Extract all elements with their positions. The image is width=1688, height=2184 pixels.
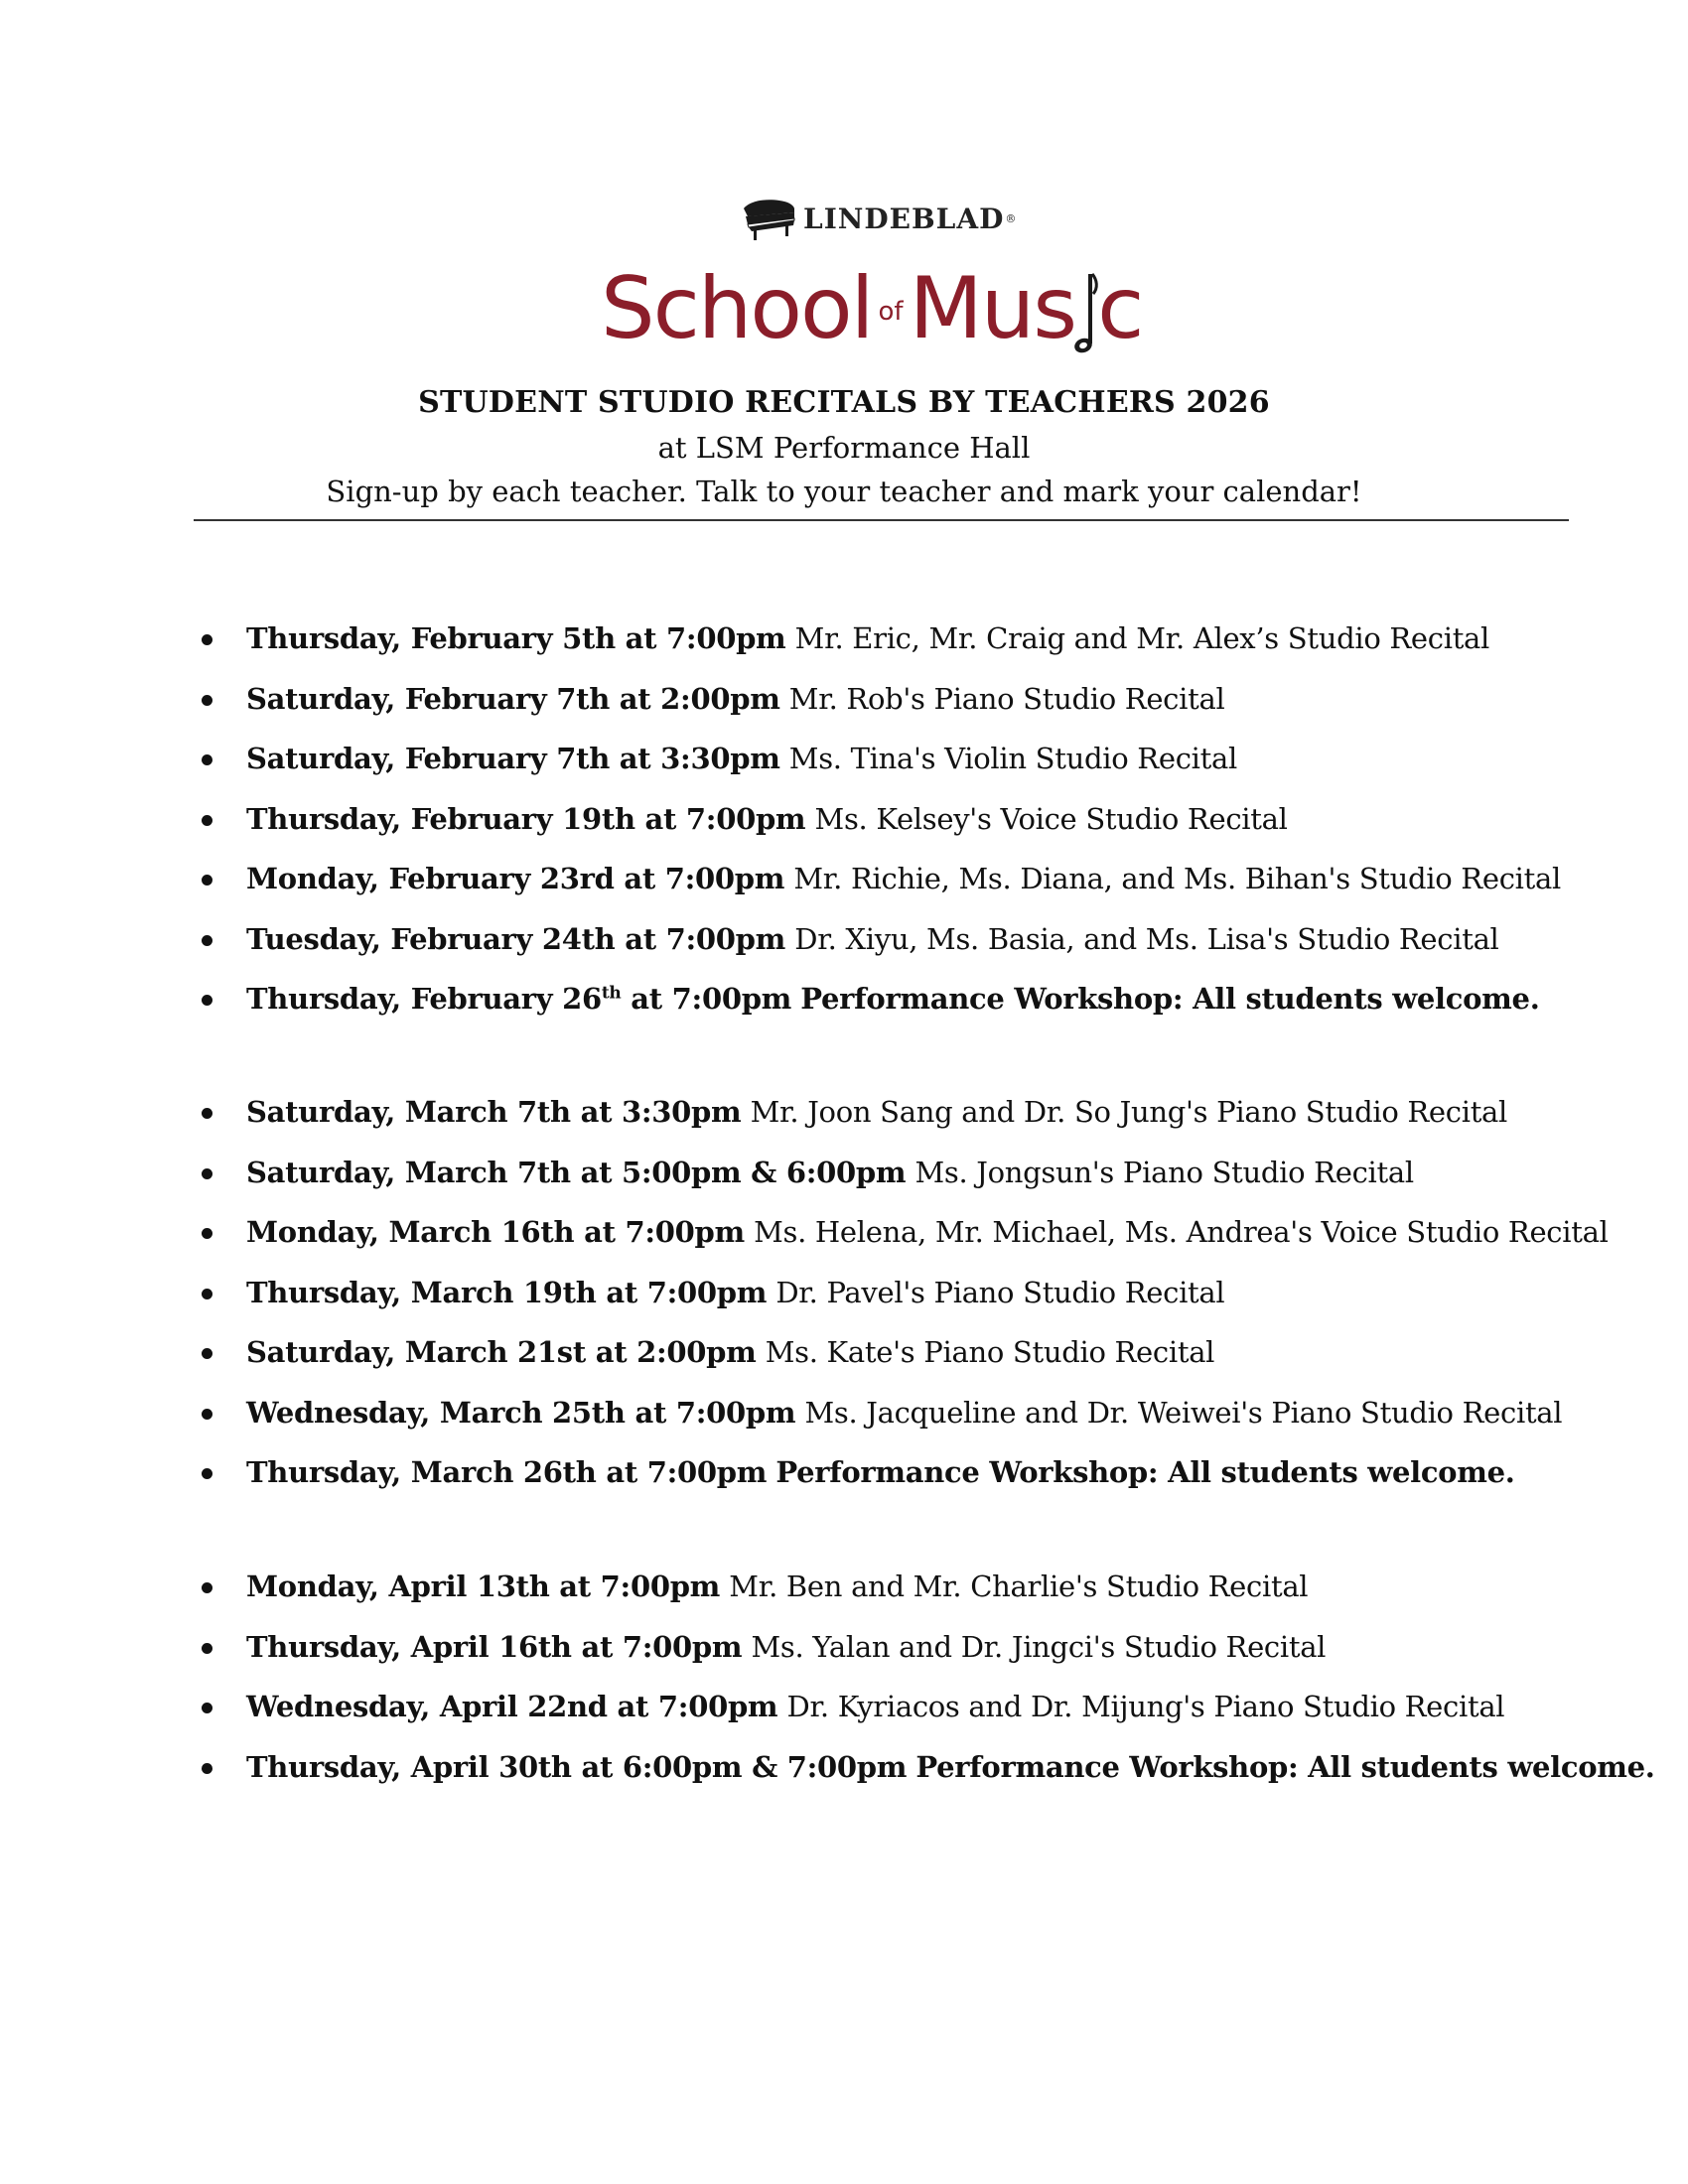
list-item: [0, 1087, 1688, 1137]
bullet-icon: [202, 1228, 212, 1239]
bullet-icon: [202, 754, 212, 765]
list-item: [0, 1742, 1688, 1792]
event-text: [246, 1087, 1507, 1137]
bullet-icon: [202, 695, 212, 706]
brand-name: LINDEBLAD: [803, 202, 1005, 235]
event-description: Ms. Tina's Violin Studio Recital: [788, 742, 1237, 775]
event-date-time: Thursday, March 26th at 7:00pm: [246, 1455, 768, 1489]
event-description: Ms. Helena, Mr. Michael, Ms. Andrea's Voice Studio Recital: [754, 1215, 1609, 1249]
event-date-time: Wednesday, April 22nd at 7:00pm: [246, 1690, 778, 1723]
bullet-icon: [202, 875, 212, 886]
event-time: at 7:00pm: [621, 982, 792, 1016]
event-description: Mr. Rob's Piano Studio Recital: [788, 681, 1225, 716]
bullet-icon: [202, 1108, 212, 1119]
event-description: Performance Workshop: All students welcome.: [800, 982, 1540, 1016]
wordmark-c: c: [1097, 259, 1143, 358]
event-description: Ms. Jongsun's Piano Studio Recital: [914, 1155, 1414, 1189]
list-item: [0, 974, 1688, 1024]
list-item: [0, 1268, 1688, 1317]
list-item: [0, 1327, 1688, 1377]
bullet-icon: [202, 1168, 212, 1179]
list-item: [0, 914, 1688, 964]
list-item: [0, 854, 1688, 903]
event-date-time: Saturday, February 7th at 2:00pm: [246, 681, 780, 716]
list-item: [0, 1562, 1688, 1611]
list-item: [0, 1682, 1688, 1731]
event-text: [246, 854, 1561, 903]
event-text: [246, 734, 1237, 783]
event-text: [246, 1268, 1224, 1317]
wordmark-school: School: [601, 259, 873, 358]
signup-note: Sign-up by each teacher. Talk to your teacher and mark your calendar!: [326, 475, 1362, 508]
list-item: [0, 674, 1688, 724]
event-description: Ms. Yalan and Dr. Jingci's Studio Recital: [751, 1629, 1327, 1664]
bullet-icon: [202, 1468, 212, 1479]
event-text: [246, 1742, 1655, 1792]
bullet-icon: [202, 1582, 212, 1593]
bullet-icon: [202, 1703, 212, 1713]
bullet-icon: [202, 634, 212, 645]
event-text: [246, 914, 1499, 964]
ordinal-suffix: th: [601, 983, 622, 1004]
bullet-icon: [202, 1409, 212, 1420]
event-date-time: Monday, April 13th at 7:00pm: [246, 1570, 721, 1603]
page-title: STUDENT STUDIO RECITALS BY TEACHERS 2026: [418, 385, 1270, 420]
list-item: [0, 734, 1688, 783]
event-description: Ms. Jacqueline and Dr. Weiwei's Piano Studio Recital: [804, 1395, 1563, 1430]
event-description: Mr. Richie, Ms. Diana, and Ms. Bihan's Studio Recital: [793, 862, 1561, 895]
event-date: Thursday, February 26: [246, 982, 602, 1016]
event-text: [246, 1148, 1414, 1197]
event-description: Performance Workshop: All students welcome.: [915, 1749, 1655, 1784]
event-description: Ms. Kate's Piano Studio Recital: [765, 1335, 1215, 1369]
event-text: [246, 1388, 1562, 1437]
event-date-time: Monday, February 23rd at 7:00pm: [246, 862, 785, 895]
wordmark-of: of: [878, 297, 904, 327]
event-date-time: Thursday, April 30th at 6:00pm & 7:00pm: [246, 1749, 908, 1784]
event-text: [246, 1327, 1214, 1377]
event-date-time: Thursday, February 19th at 7:00pm: [246, 801, 806, 836]
event-description: Dr. Kyriacos and Dr. Mijung's Piano Studio Recital: [786, 1690, 1505, 1723]
event-text: [246, 794, 1288, 844]
bullet-icon: [202, 815, 212, 826]
bullet-icon: [202, 995, 212, 1006]
event-date-time: Thursday, March 19th at 7:00pm: [246, 1275, 768, 1309]
bullet-icon: [202, 1643, 212, 1654]
event-text: [246, 974, 1540, 1024]
event-text: [246, 1622, 1326, 1672]
list-item: [0, 1388, 1688, 1437]
event-text: [246, 614, 1489, 663]
event-description: Mr. Eric, Mr. Craig and Mr. Alex’s Studio Recital: [794, 621, 1490, 655]
event-date-time: Monday, March 16th at 7:00pm: [246, 1215, 745, 1249]
event-date-time: Wednesday, March 25th at 7:00pm: [246, 1395, 796, 1430]
list-item: [0, 794, 1688, 844]
event-text: [246, 1207, 1609, 1257]
event-description: Ms. Kelsey's Voice Studio Recital: [814, 801, 1288, 836]
page-subtitle: at LSM Performance Hall: [657, 431, 1031, 465]
event-description: Dr. Xiyu, Ms. Basia, and Ms. Lisa's Studio Recital: [794, 921, 1499, 956]
event-date-time: Saturday, March 7th at 5:00pm & 6:00pm: [246, 1155, 907, 1189]
bullet-icon: [202, 1289, 212, 1299]
event-date-time: Saturday, February 7th at 3:30pm: [246, 742, 780, 775]
list-item: [0, 614, 1688, 663]
list-item: [0, 1447, 1688, 1497]
event-date-time: Thursday, February 5th at 7:00pm: [246, 621, 786, 655]
wordmark-mus: Mus: [909, 259, 1076, 358]
event-date-time: Tuesday, February 24th at 7:00pm: [246, 921, 786, 956]
bullet-icon: [202, 1763, 212, 1774]
event-date-time: Saturday, March 21st at 2:00pm: [246, 1335, 757, 1369]
bullet-icon: [202, 1348, 212, 1359]
event-description: Mr. Ben and Mr. Charlie's Studio Recital: [729, 1570, 1309, 1603]
event-text: [246, 1682, 1504, 1731]
list-item: [0, 1148, 1688, 1197]
list-item: [0, 1622, 1688, 1672]
event-date-time: Saturday, March 7th at 3:30pm: [246, 1095, 742, 1129]
event-description: Mr. Joon Sang and Dr. So Jung's Piano Studio Recital: [750, 1095, 1508, 1129]
event-text: [246, 1447, 1515, 1497]
event-date-time: Thursday, April 16th at 7:00pm: [246, 1629, 743, 1664]
event-description: Dr. Pavel's Piano Studio Recital: [775, 1275, 1225, 1309]
event-text: [246, 674, 1224, 724]
bullet-icon: [202, 935, 212, 946]
event-description: Performance Workshop: All students welcome.: [775, 1455, 1515, 1489]
trademark-mark: ®: [1005, 211, 1017, 225]
list-item: [0, 1207, 1688, 1257]
event-date-time: [246, 982, 791, 1016]
event-text: [246, 1562, 1308, 1611]
